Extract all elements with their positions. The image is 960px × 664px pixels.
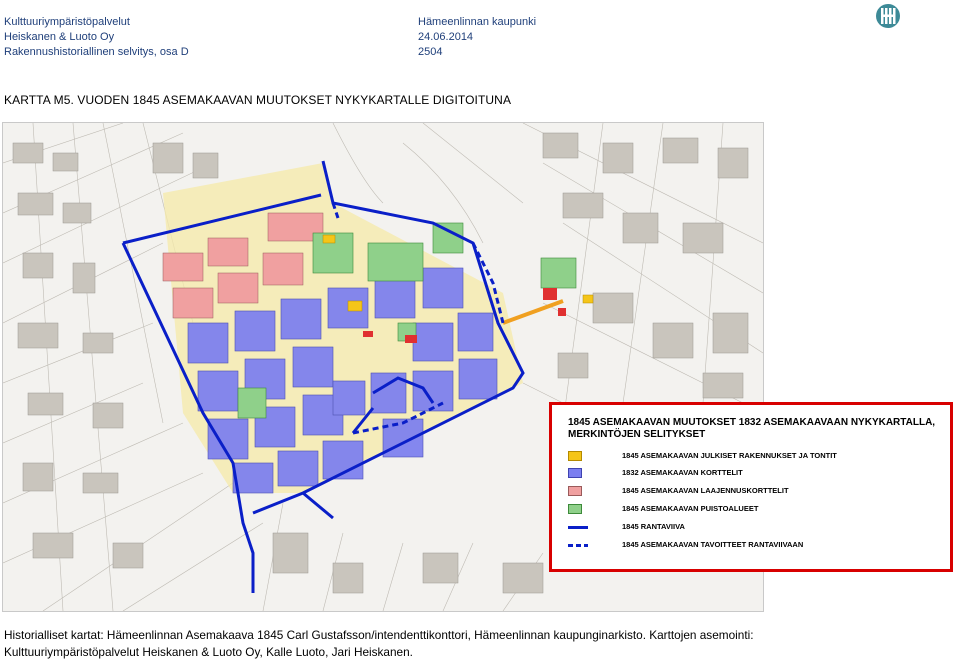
header-middle xyxy=(418,15,536,60)
map-title: KARTTA M5. VUODEN 1845 ASEMAKAAVAN MUUTOKSET NYKYKARTALLE DIGITOITUNA xyxy=(4,93,512,107)
header-org: Kulttuuriympäristöpalvelut xyxy=(4,16,130,28)
legend-label: 1845 ASEMAKAAVAN PUISTOALUEET xyxy=(622,504,759,513)
legend-label: 1832 ASEMAKAAVAN KORTTELIT xyxy=(622,468,743,477)
legend-label: 1845 RANTAVIIVA xyxy=(622,522,685,531)
caption-line: Kulttuuriympäristöpalvelut Heiskanen & Luoto Oy, Kalle Luoto, Jari Heiskanen. xyxy=(4,645,413,659)
map-legend xyxy=(549,402,953,572)
header-report: Rakennushistoriallinen selvitys, osa D xyxy=(4,46,189,58)
legend-swatch-blue xyxy=(568,468,582,478)
legend-item-shoreline-target xyxy=(568,540,948,552)
header-company: Heiskanen & Luoto Oy xyxy=(4,31,115,43)
legend-swatch-yellow xyxy=(568,451,582,461)
hml-logo-icon xyxy=(872,2,904,30)
legend-label: 1845 ASEMAKAAVAN LAAJENNUSKORTTELIT xyxy=(622,486,789,495)
legend-swatch-dashed-line xyxy=(568,544,588,547)
legend-swatch-green xyxy=(568,504,582,514)
legend-item-1832-blocks xyxy=(568,468,948,480)
legend-item-shoreline xyxy=(568,522,948,534)
header-city: Hämeenlinnan kaupunki xyxy=(418,16,537,28)
legend-title: 1845 ASEMAKAAVAN MUUTOKSET 1832 ASEMAKAAVAAN NYKYKARTALLA, MERKINTÖJEN SELITYKSET xyxy=(568,417,936,440)
caption-line: Historialliset kartat: Hämeenlinnan Asemakaava 1845 Carl Gustafsson/intendenttikonttori, Hämeenlinnan kaupunginarkisto. Karttojen asemointi: xyxy=(4,628,754,642)
legend-swatch-pink xyxy=(568,486,582,496)
header-left xyxy=(4,15,189,60)
legend-item-public-buildings xyxy=(568,451,948,463)
header-number: 2504 xyxy=(418,46,443,58)
legend-item-parks xyxy=(568,504,948,516)
legend-label: 1845 ASEMAKAAVAN TAVOITTEET RANTAVIIVAAN xyxy=(622,540,804,549)
legend-label: 1845 ASEMAKAAVAN JULKISET RAKENNUKSET JA TONTIT xyxy=(622,451,837,460)
legend-item-expansion-blocks xyxy=(568,486,948,498)
legend-swatch-solid-line xyxy=(568,526,588,529)
header-date: 24.06.2014 xyxy=(418,31,474,43)
map-caption xyxy=(4,627,960,661)
